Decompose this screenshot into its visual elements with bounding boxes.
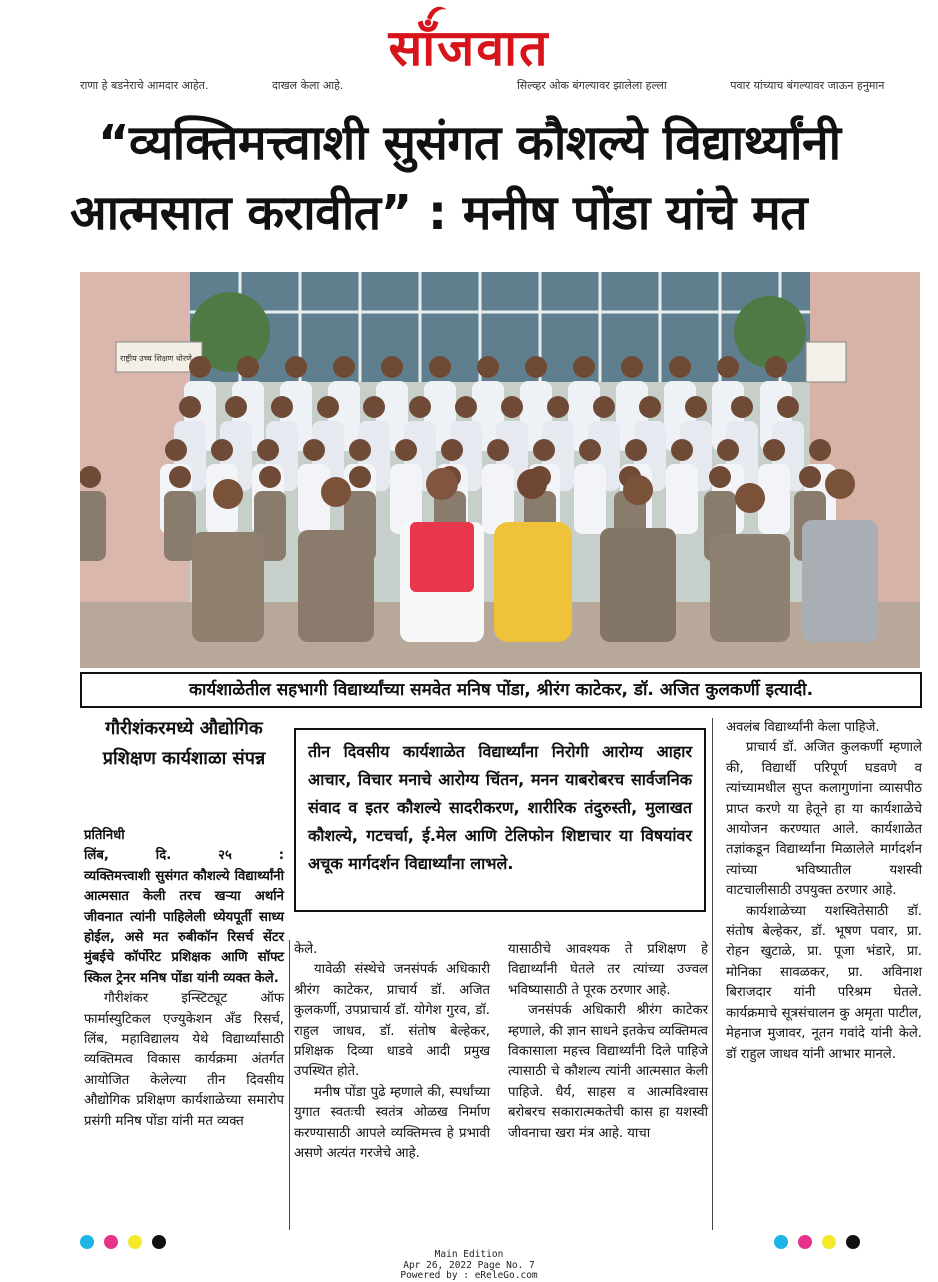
headline-line-2: आत्मसात करावीत” : मनीष पोंडा यांचे मत [70,185,808,241]
strip-text: राणा हे बडनेराचे आमदार आहेत. [80,79,209,92]
person-head [709,466,731,488]
group-photo [80,272,920,668]
person-head [179,396,201,418]
person-head [573,356,595,378]
person-head [409,396,431,418]
person-head [717,356,739,378]
article-column-2 [294,940,490,1164]
person-head [763,439,785,461]
article-column-4 [726,718,922,1065]
paragraph: प्राचार्य डॉ. अजित कुलकर्णी म्हणाले की, विद्यार्थी परिपूर्ण घडवणे व त्यांच्यामधील सुप्त कलागुणांना व्यासपीठ प्राप्त करणे या हेतूने हा या कार्यशाळेचे आयोजन करण्यात आले. कार्यशाळेत तज्ञांकडून विद्यार्थ्यांना मिळालेले मार्गदर्शन त्यांच्या भविष्यातील यशस्वी वाटचालीसाठी उपयुक्त ठरणार आहे. [726,740,922,899]
photo-banner-text: राष्ट्रीय उच्च शिक्षण धोरणे [120,354,192,363]
cyan-dot-icon [80,1235,94,1249]
date-page-label: Apr 26, 2022 Page No. 7 [403,1259,535,1271]
strip-text: सिल्व्हर ओक बंगल्यावर झालेला हल्ला [516,79,667,92]
person-figure [164,491,196,561]
pull-quote-box: तीन दिवसीय कार्यशाळेत विद्यार्थ्यांना निरोगी आरोग्य आहार आचार, विचार मनाचे आरोग्य चिंतन, मनन याबरोबरच सार्वजनिक संवाद व इतर कौशल्ये सादरीकरण, शारीरिक तंदुरुस्ती, मुलाखत कौशल्ये, गटचर्चा, ई.मेल आणि टेलिफोन शिष्टाचार या विषयांवर अचूक मार्गदर्शन विद्यार्थ्यांना लाभले. [294,728,706,912]
yellow-dot-icon [128,1235,142,1249]
edition-label: Main Edition [434,1249,504,1260]
person-head [455,396,477,418]
person-figure [666,464,698,534]
paragraph: यासाठीचे आवश्यक ते प्रशिक्षण हे विद्यार्थ्यांनी घेतले तर त्यांच्या उज्वल भविष्यासाठी ते पूरक ठरणार आहे. [508,942,708,998]
paragraph: केले. [294,942,318,957]
paragraph: जनसंपर्क अधिकारी श्रीरंग काटेकर म्हणाले, की ज्ञान साधने इतकेच व्यक्तिमत्व विकासाला महत्त्व विद्यार्थ्यांनी दिले पाहिजे त्यासाठी चे कौशल्य त्यांनी आत्मसात केली पाहिजे. धैर्य, साहस व आत्मविश्वास बरोबरच सकारात्मकतेची कास हा यशस्वी जीवनाचा खरा मंत्र आहे. याचा [508,1003,708,1141]
person-head [165,439,187,461]
person-head [639,396,661,418]
person-head [169,466,191,488]
person-head [80,466,101,488]
person-head [717,439,739,461]
person-head [303,439,325,461]
person-head [333,356,355,378]
paragraph: मनीष पोंडा पुढे म्हणाले की, स्पर्धांच्या युगात स्वतःची स्वतंत्र ओळख निर्माण करण्यासाठी आपले व्यक्तिमत्त्व हे प्रभावी असणे अत्यंत गरजेचे आहे. [294,1084,490,1162]
person-head [593,396,615,418]
byline: प्रतिनिधी [84,828,125,843]
cyan-dot-icon [774,1235,788,1249]
person-head [395,439,417,461]
person-head [381,356,403,378]
person-figure [80,491,106,561]
person-head [525,356,547,378]
person-head [285,356,307,378]
person-head [257,439,279,461]
registration-marks-left [80,1234,176,1250]
strip-text: दाखल केला आहे. [271,79,344,92]
person-head [799,466,821,488]
person-head [259,466,281,488]
person-head [363,396,385,418]
person-head [317,396,339,418]
masthead [0,0,938,80]
article-column-3 [508,940,708,1144]
strip-text: पवार यांच्याच बंगल्यावर जाऊन हनुमान [730,79,885,92]
person-head [237,356,259,378]
paragraph: कार्यशाळेच्या यशस्वितेसाठी डॉ. संतोष बेल्हेकर, डॉ. भूषण पवार, प्रा. रोहन खुटाळे, प्रा. पूजा भंडारे, प्रा. मोनिका सावळकर, प्रा. अविनाश बिराजदार यांनी परिश्रम घेतले. कार्यक्रमाचे सूत्रसंचालन कु अमृता पाटील, मेहनाज मुजावर, नूतन गवांदे यांनी केले. डॉ राहुल जाधव यांनी आभार मानले. [726,903,922,1062]
person-head [429,356,451,378]
person-head [225,396,247,418]
person-head [349,466,371,488]
person-head [731,396,753,418]
person-head [671,439,693,461]
photo-caption: कार्यशाळेतील सहभागी विद्यार्थ्यांच्या समवेत मनिष पोंडा, श्रीरंग काटेकर, डॉ. अजित कुलकर्णी इत्यादी. [80,672,922,708]
person-head [487,439,509,461]
powered-by-link[interactable]: Powered by : eReleGo.com [400,1270,538,1281]
column-rule [289,940,290,1230]
person-figure [574,464,606,534]
person-head [271,396,293,418]
dateline: लिंब, दि. २५ : [84,848,284,864]
person-head [189,356,211,378]
paragraph: अवलंब विद्यार्थ्यांनी केला पाहिजे. [726,720,880,735]
person-head [621,356,643,378]
person-head [211,439,233,461]
person-head [579,439,601,461]
black-dot-icon [152,1235,166,1249]
group-photo-illustration [80,272,920,668]
person-head [547,396,569,418]
person-head [441,439,463,461]
magenta-dot-icon [798,1235,812,1249]
newspaper-logo: साँजवात [388,19,550,77]
person-head [809,439,831,461]
previous-article-strip [80,78,920,94]
person-head [625,439,647,461]
person-head [501,396,523,418]
person-head [777,396,799,418]
person-head [349,439,371,461]
paragraph: गौरीशंकर इन्स्टिट्यूट ऑफ फार्मास्युटिकल एज्युकेशन अँड रिसर्च, लिंब, महाविद्यालय येथे विद्यार्थ्यांसाठी व्यक्तिमत्व विकास कार्यक्रमा अंतर्गत आयोजित केलेल्या तीन दिवसीय औद्योगिक प्रशिक्षण कार्यशाळेच्या समारोप प्रसंगी मनिष पोंडा यांनी मत व्यक्त [84,991,284,1129]
person-head [765,356,787,378]
lead-paragraph: व्यक्तिमत्त्वाशी सुसंगत कौशल्ये विद्यार्थ्यांनी आत्मसात केली तरच खऱ्या अर्थाने जीवनात त्यांनी पाहिलेली ध्येयपूर्ती साध्य होईल, असे मत रुबीकॉन रिसर्च सेंटर मुंबईचे कॉर्पोरेट प्रशिक्षक आणि सॉफ्ट स्किल ट्रेनर मनिष पोंडा यांनी व्यक्त केले. [84,868,284,986]
article-column-1 [84,826,284,1132]
page-footer [0,1250,938,1282]
headline-line-1: “व्यक्तिमत्त्वाशी सुसंगत कौशल्ये विद्यार्थ्यांनी [98,115,841,171]
headline [70,108,920,248]
black-dot-icon [846,1235,860,1249]
person-head [477,356,499,378]
paragraph: यावेळी संस्थेचे जनसंपर्क अधिकारी श्रीरंग काटेकर, प्राचार्य डॉ. अजित कुलकर्णी, उपप्राचार्य डॉ. योगेश गुरव, डॉ. राहुल जाधव, डॉ. संतोष बेल्हेकर, प्रशिक्षक दिव्या धाडवे आदी प्रमुख उपस्थित होते. [294,962,490,1080]
yellow-dot-icon [822,1235,836,1249]
registration-marks-right [774,1234,870,1250]
magenta-dot-icon [104,1235,118,1249]
person-head [533,439,555,461]
column-rule [712,718,713,1230]
person-head [685,396,707,418]
person-head [669,356,691,378]
sub-headline: गौरीशंकरमध्ये औद्योगिक प्रशिक्षण कार्यशाळा संपन्न [102,718,266,769]
